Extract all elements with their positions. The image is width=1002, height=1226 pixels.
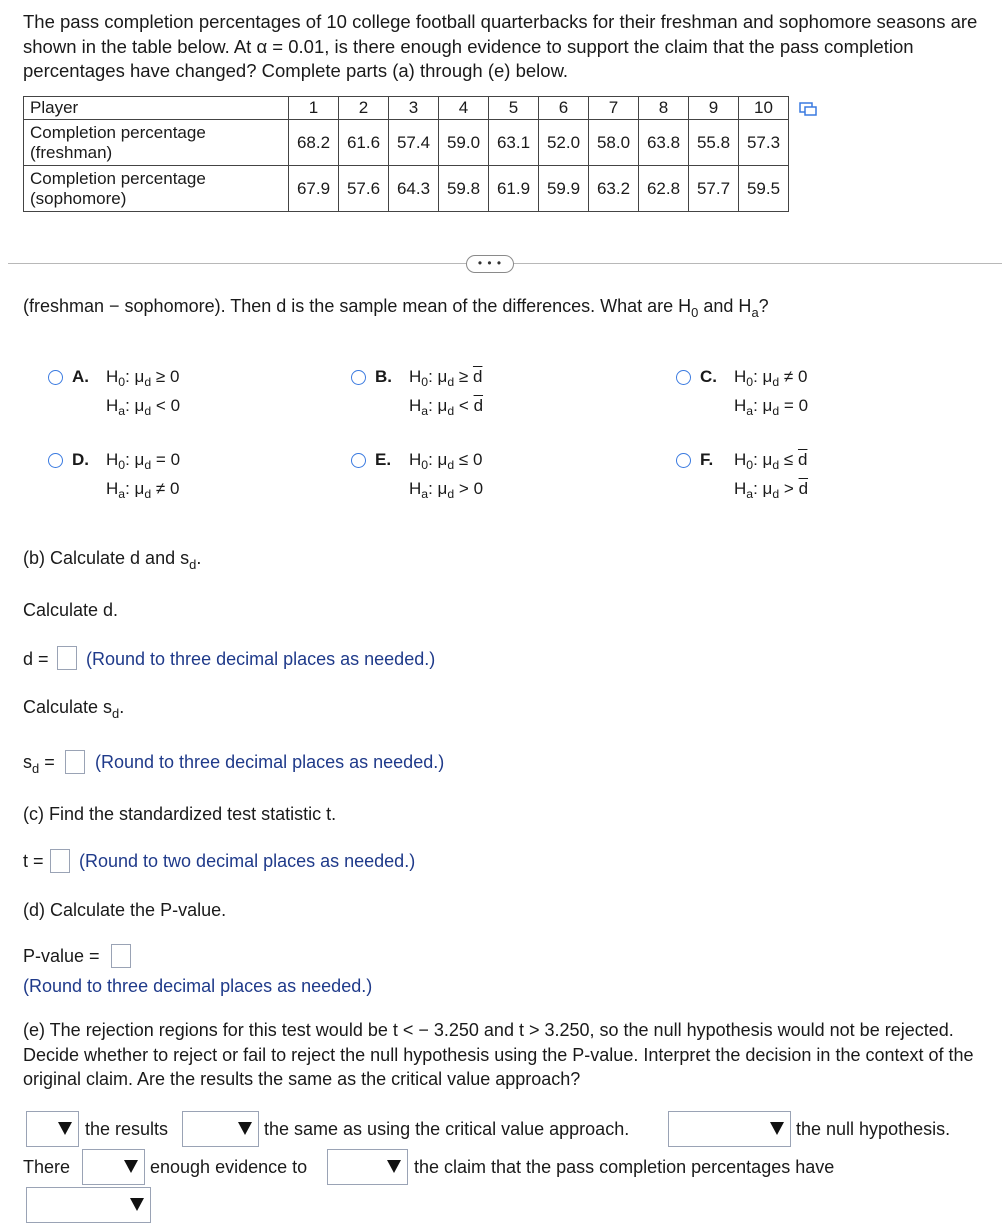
table-header-label: Player xyxy=(24,97,289,120)
sd-input[interactable] xyxy=(65,750,85,774)
table-cell: 61.9 xyxy=(489,166,539,212)
part-c-heading: (c) Find the standardized test statistic t. xyxy=(23,804,337,824)
player-header: 7 xyxy=(589,97,639,120)
player-header: 6 xyxy=(539,97,589,120)
table-cell: 57.6 xyxy=(339,166,389,212)
part-b-heading: (b) Calculate d and $s_d$. xyxy=(23,548,202,572)
row-label: Completion percentage (freshman) xyxy=(24,120,289,166)
player-header: 1 xyxy=(289,97,339,120)
table-cell: 59.8 xyxy=(439,166,489,212)
table-cell: 67.9 xyxy=(289,166,339,212)
player-header: 2 xyxy=(339,97,389,120)
chevron-down-icon xyxy=(124,1160,138,1173)
calc-d-label: Calculate d. xyxy=(23,600,119,620)
the-results-text: the results xyxy=(85,1119,169,1139)
p-value-label: P-value = xyxy=(23,946,100,966)
d-label: d = xyxy=(23,649,49,669)
radio-button[interactable] xyxy=(351,370,366,385)
radio-button[interactable] xyxy=(351,453,366,468)
table-cell: 58.0 xyxy=(589,120,639,166)
calc-sd-label: Calculate $s_d$. xyxy=(23,697,125,721)
radio-button[interactable] xyxy=(676,370,691,385)
table-cell: 63.8 xyxy=(639,120,689,166)
d-hint: (Round to three decimal places as needed.) xyxy=(86,649,436,669)
table-cell: 59.9 xyxy=(539,166,589,212)
decision-dropdown[interactable] xyxy=(26,1111,79,1147)
chevron-down-icon xyxy=(770,1122,784,1135)
radio-button[interactable] xyxy=(48,370,63,385)
table-cell: 55.8 xyxy=(689,120,739,166)
null-hypothesis-text: the null hypothesis. xyxy=(796,1119,951,1139)
t-hint: (Round to two decimal places as needed.) xyxy=(79,851,416,871)
table-cell: 68.2 xyxy=(289,120,339,166)
player-header: 5 xyxy=(489,97,539,120)
table-cell: 57.3 xyxy=(739,120,789,166)
chevron-down-icon xyxy=(130,1198,144,1211)
chevron-down-icon xyxy=(58,1122,72,1135)
player-header: 3 xyxy=(389,97,439,120)
reject-dropdown[interactable] xyxy=(668,1111,791,1147)
data-table xyxy=(23,96,789,212)
table-cell: 57.7 xyxy=(689,166,739,212)
table-cell: 61.6 xyxy=(339,120,389,166)
row-label: Completion percentage (sophomore) xyxy=(24,166,289,212)
table-cell: 57.4 xyxy=(389,120,439,166)
problem-intro: The pass completion percentages of 10 college football quarterbacks for their freshman and sophomore seasons are shown in the table below. At α = 0.01, is there enough evidence to support the claim that the pass completion percentages have changed? Complete parts (a) through (e) below. xyxy=(23,11,978,81)
player-header: 8 xyxy=(639,97,689,120)
table-cell: 62.8 xyxy=(639,166,689,212)
radio-button[interactable] xyxy=(48,453,63,468)
p-value-hint: (Round to three decimal places as needed.) xyxy=(23,976,373,996)
sd-label: $s_d$ = xyxy=(23,752,55,776)
table-row-freshman xyxy=(24,120,789,166)
same-as-text: the same as using the critical value approach. xyxy=(264,1119,630,1139)
t-label: t = xyxy=(23,851,44,871)
radio-button[interactable] xyxy=(676,453,691,468)
support-dropdown[interactable] xyxy=(327,1149,408,1185)
p-value-input[interactable] xyxy=(111,944,131,968)
table-cell: 63.2 xyxy=(589,166,639,212)
table-cell: 63.1 xyxy=(489,120,539,166)
table-cell: 59.0 xyxy=(439,120,489,166)
changed-dropdown[interactable] xyxy=(26,1187,151,1223)
chevron-down-icon xyxy=(238,1122,252,1135)
player-header: 9 xyxy=(689,97,739,120)
enough-evidence-text: enough evidence to xyxy=(150,1157,308,1177)
d-input[interactable] xyxy=(57,646,77,670)
part-a-question: (freshman − sophomore). Then d is the sample mean of the differences. What are $H_0$ and $H_a$? xyxy=(23,296,769,320)
part-d-heading: (d) Calculate the P-value. xyxy=(23,900,227,920)
is-dropdown[interactable] xyxy=(82,1149,145,1185)
copy-icon[interactable] xyxy=(799,102,817,116)
table-cell: 64.3 xyxy=(389,166,439,212)
same-dropdown[interactable] xyxy=(182,1111,259,1147)
there-text: There xyxy=(23,1157,71,1177)
player-header: 10 xyxy=(739,97,789,120)
t-input[interactable] xyxy=(50,849,70,873)
sd-hint: (Round to three decimal places as needed.) xyxy=(95,752,445,772)
player-header: 4 xyxy=(439,97,489,120)
table-cell: 52.0 xyxy=(539,120,589,166)
chevron-down-icon xyxy=(387,1160,401,1173)
expand-more-button[interactable]: • • • xyxy=(466,255,514,273)
claim-text: the claim that the pass completion percentages have xyxy=(414,1157,835,1177)
table-row-sophomore xyxy=(24,166,789,212)
part-e-text: (e) The rejection regions for this test would be t < − 3.250 and t > 3.250, so the null hypothesis would not be rejected. Decide whether to reject or fail to reject the null hypothesis using the P-value. Interpret the decision in the context of the original claim. Are the results the same as the critical value approach? xyxy=(23,1020,974,1089)
table-cell: 59.5 xyxy=(739,166,789,212)
